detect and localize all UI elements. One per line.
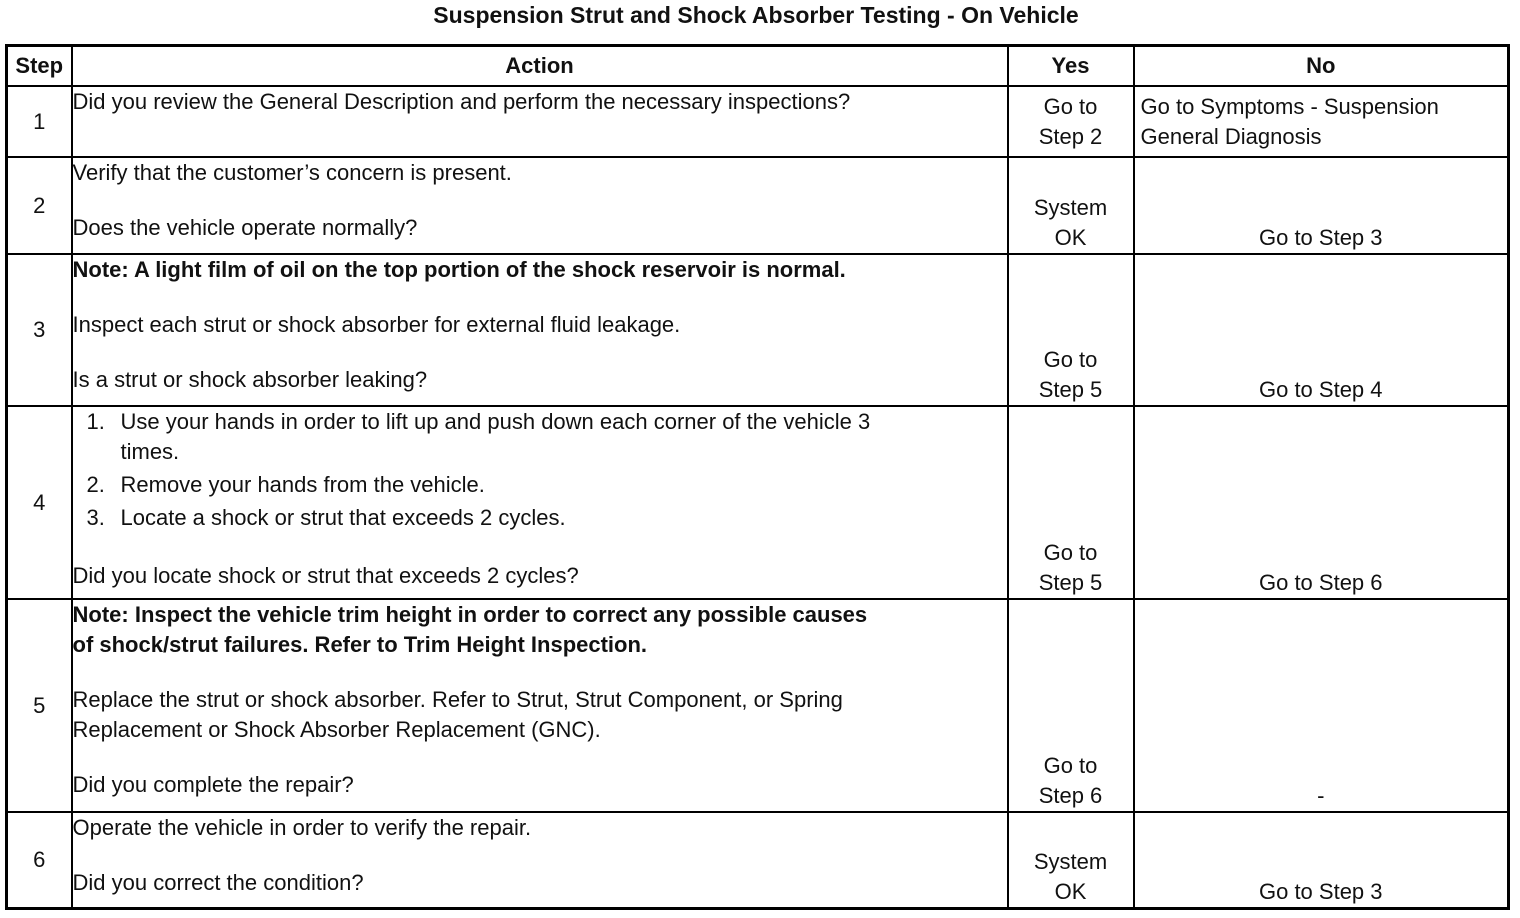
- step-number: 1: [7, 86, 72, 157]
- table-header-row: [7, 46, 1509, 87]
- yes-line: OK: [1054, 225, 1087, 250]
- action-note: of shock/strut failures. Refer to Trim Height Inspection.: [72, 632, 648, 657]
- action-instruction: Inspect each strut or shock absorber for external fluid leakage.: [72, 312, 681, 337]
- table-row-step-1: [7, 86, 1509, 157]
- no-line: Go to Symptoms - Suspension: [1140, 94, 1439, 119]
- step-number: 6: [7, 812, 72, 908]
- header-step: Step: [7, 46, 72, 87]
- step-number: 2: [7, 157, 72, 254]
- action-note: Note: A light film of oil on the top portion of the shock reservoir is normal.: [72, 257, 846, 282]
- yes-cell: [1008, 254, 1134, 406]
- step-number: 4: [7, 406, 72, 599]
- yes-cell: [1008, 599, 1134, 812]
- yes-line: Step 6: [1038, 783, 1103, 808]
- action-instruction: Replace the strut or shock absorber. Refer to Strut, Strut Component, or Spring: [72, 687, 843, 712]
- table-row-step-4: [7, 406, 1509, 599]
- yes-line: Step 2: [1038, 124, 1103, 149]
- yes-line: Step 5: [1038, 570, 1103, 595]
- no-cell: [1134, 86, 1509, 157]
- no-cell: [1134, 599, 1509, 812]
- yes-line: Go to: [1043, 94, 1098, 119]
- no-cell: [1134, 406, 1509, 599]
- list-item-text: Use your hands in order to lift up and push down each corner of the vehicle 3: [120, 409, 871, 434]
- yes-cell: [1008, 86, 1134, 157]
- action-question: Did you locate shock or strut that exceeds 2 cycles?: [72, 563, 579, 588]
- list-item-number: 1.: [86, 409, 105, 434]
- action-cell: [72, 812, 1008, 908]
- no-cell: [1134, 254, 1509, 406]
- table-row-step-5: [7, 599, 1509, 812]
- no-line: Go to Step 6: [1258, 570, 1383, 595]
- action-cell: [72, 599, 1008, 812]
- action-instruction: Replacement or Shock Absorber Replacement (GNC).: [72, 717, 601, 742]
- action-instruction: Verify that the customer’s concern is present.: [72, 160, 512, 185]
- list-item-number: 3.: [86, 505, 105, 530]
- list-item: [86, 503, 1007, 533]
- action-note: Note: Inspect the vehicle trim height in order to correct any possible causes: [72, 602, 868, 627]
- yes-cell: [1008, 406, 1134, 599]
- table-row-step-2: [7, 157, 1509, 254]
- action-question: Did you complete the repair?: [72, 772, 354, 797]
- procedure-list: [73, 407, 1007, 533]
- list-item: [86, 407, 1007, 467]
- table-row-step-6: [7, 812, 1509, 908]
- header-action: Action: [72, 46, 1008, 87]
- action-cell: [72, 157, 1008, 254]
- yes-line: System: [1033, 195, 1108, 220]
- action-question: Does the vehicle operate normally?: [72, 215, 418, 240]
- list-item: [86, 470, 1007, 500]
- list-item-number: 2.: [86, 472, 105, 497]
- table-row-step-3: [7, 254, 1509, 406]
- yes-line: Go to: [1043, 347, 1098, 372]
- document-title: Suspension Strut and Shock Absorber Testing - On Vehicle: [433, 2, 1079, 28]
- yes-line: Go to: [1043, 540, 1098, 565]
- action-cell: [72, 254, 1008, 406]
- step-number: 5: [7, 599, 72, 812]
- no-line: Go to Step 3: [1258, 225, 1383, 250]
- no-line: General Diagnosis: [1140, 124, 1322, 149]
- no-line: Go to Step 3: [1258, 878, 1383, 904]
- yes-cell: [1008, 812, 1134, 908]
- step-number: 3: [7, 254, 72, 406]
- header-yes: Yes: [1008, 46, 1134, 87]
- action-question: Did you correct the condition?: [72, 870, 364, 895]
- yes-line: Step 5: [1038, 377, 1103, 402]
- yes-line: OK: [1054, 878, 1087, 904]
- list-item-text: Remove your hands from the vehicle.: [120, 472, 485, 497]
- no-cell: [1134, 157, 1509, 254]
- action-question: Did you review the General Description and perform the necessary inspections?: [72, 89, 851, 114]
- no-line: -: [1317, 783, 1325, 808]
- action-instruction: Operate the vehicle in order to verify the repair.: [72, 815, 532, 840]
- list-item-text: Locate a shock or strut that exceeds 2 cycles.: [120, 505, 566, 530]
- action-cell: [72, 86, 1008, 157]
- no-line: Go to Step 4: [1258, 377, 1383, 402]
- no-cell: [1134, 812, 1509, 908]
- yes-line: Go to: [1043, 753, 1098, 778]
- yes-cell: [1008, 157, 1134, 254]
- list-item-text: times.: [120, 439, 180, 464]
- header-no: No: [1134, 46, 1509, 87]
- action-question: Is a strut or shock absorber leaking?: [72, 367, 428, 392]
- diagnostic-table: [5, 44, 1510, 910]
- yes-line: System: [1033, 848, 1108, 874]
- action-cell: [72, 406, 1008, 599]
